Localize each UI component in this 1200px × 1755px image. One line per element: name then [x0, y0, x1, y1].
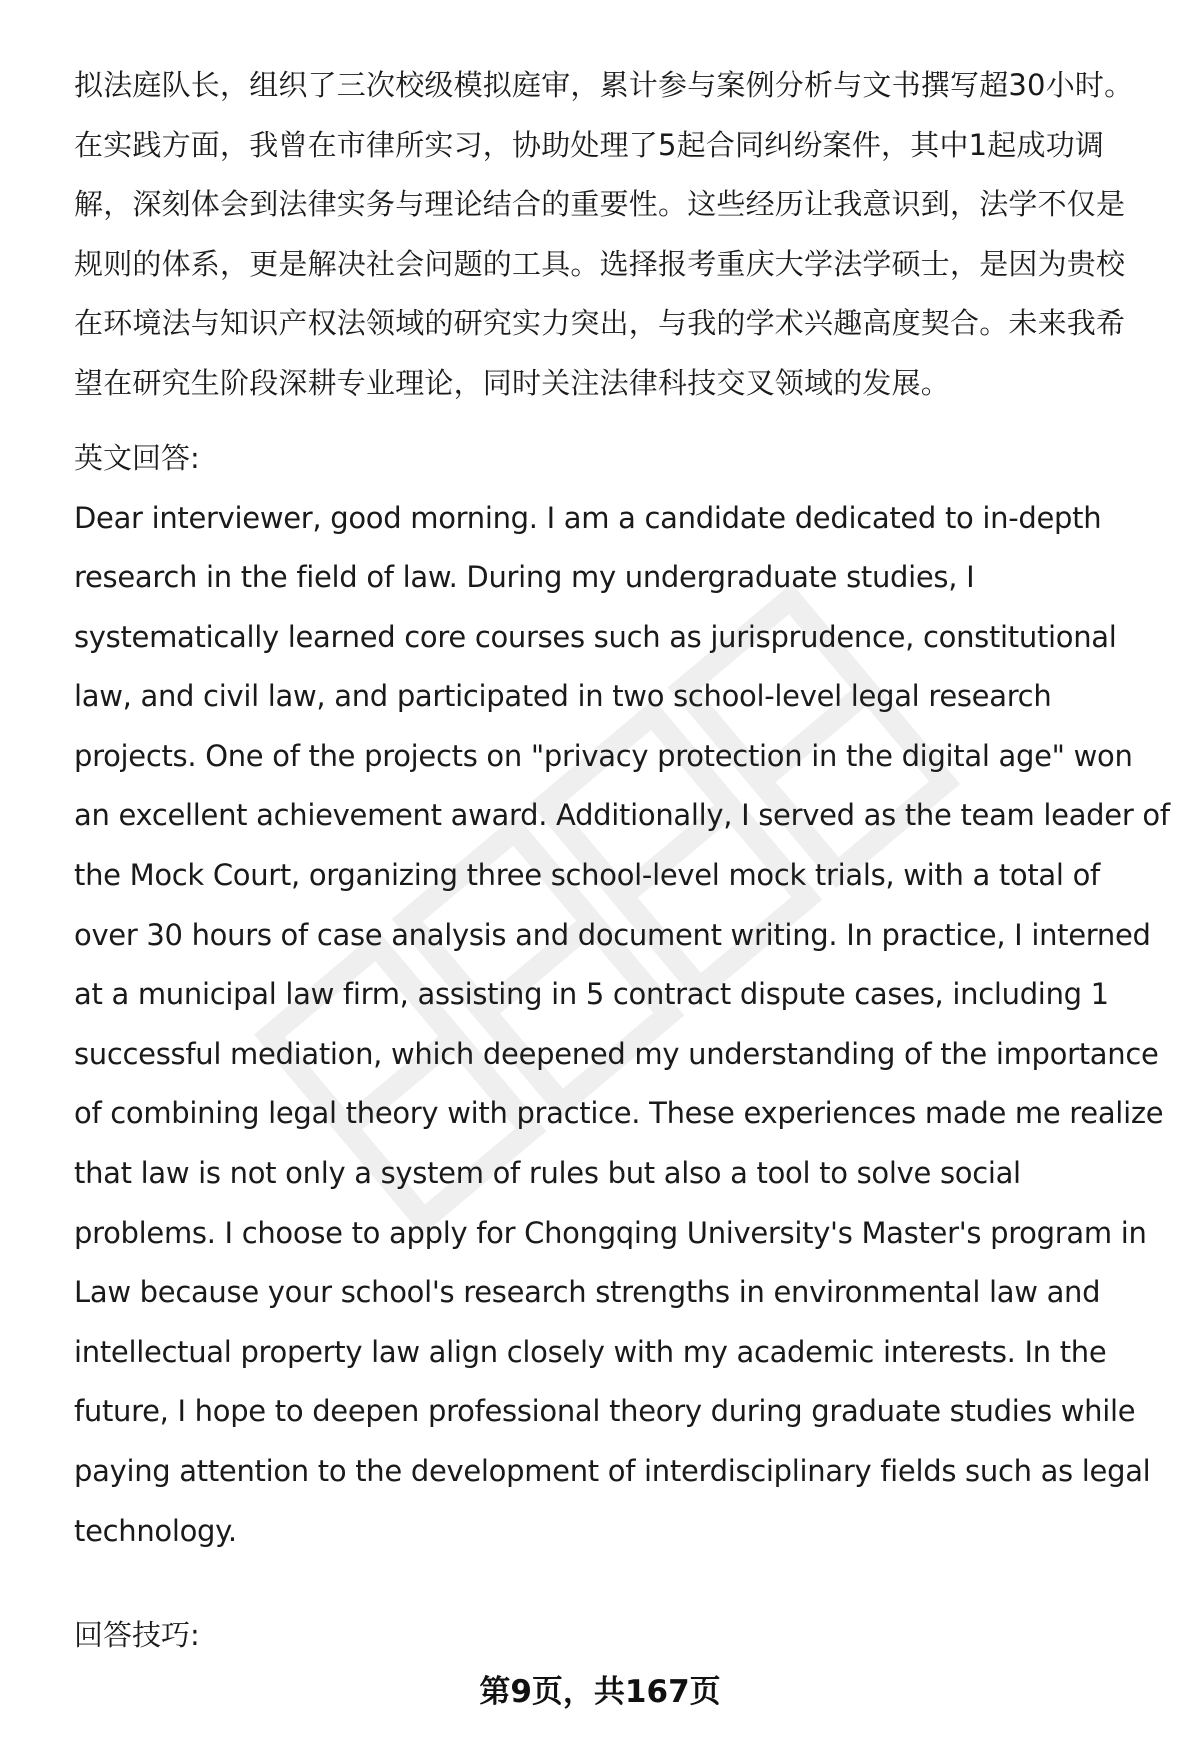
english-answer-line: research in the field of law. During my undergraduate studies, I [74, 560, 975, 595]
english-answer-line: successful mediation, which deepened my understanding of the importance [74, 1036, 1159, 1071]
chinese-answer-line: 解，深刻体会到法律实务与理论结合的重要性。这些经历让我意识到，法学不仅是 [74, 187, 1126, 221]
english-answer-line: an excellent achievement award. Additionally, I served as the team leader of [74, 798, 1170, 833]
english-answer-line: that law is not only a system of rules but also a tool to solve social [74, 1156, 1021, 1191]
english-answer-line: systematically learned core courses such as jurisprudence, constitutional [74, 619, 1117, 654]
chinese-answer-line: 望在研究生阶段深耕专业理论，同时关注法律科技交叉领域的发展。 [74, 365, 951, 400]
english-answer-line: law, and civil law, and participated in two school-level legal research [74, 679, 1052, 714]
document-page [74, 56, 1170, 1652]
english-answer-line: future, I hope to deepen professional theory during graduate studies while [74, 1394, 1136, 1429]
english-answer-line: of combining legal theory with practice. These experiences made me realize [74, 1096, 1164, 1131]
english-answer-line: technology. [74, 1513, 237, 1548]
chinese-answer-line: 规则的体系，更是解决社会问题的工具。选择报考重庆大学法学硕士，是因为贵校 [74, 246, 1126, 281]
answer-tips-label: 回答技巧: [74, 1618, 200, 1652]
chinese-answer-paragraph [74, 56, 1164, 413]
chinese-answer-line: 拟法庭队长，组织了三次校级模拟庭审，累计参与案例分析与文书撰写超30小时。 [74, 68, 1134, 102]
english-answer-paragraph [74, 489, 1170, 1562]
english-answer-line: at a municipal law firm, assisting in 5 contract dispute cases, including 1 [74, 977, 1109, 1012]
english-answer-line: paying attention to the development of interdisciplinary fields such as legal [74, 1454, 1151, 1488]
english-answer-line: the Mock Court, organizing three school-level mock trials, with a total of [74, 858, 1100, 893]
chinese-answer-line: 在环境法与知识产权法领域的研究实力突出，与我的学术兴趣高度契合。未来我希 [74, 306, 1126, 340]
page-number-footer: 第9页，共167页 [479, 1674, 721, 1710]
english-answer-line: Law because your school's research strengths in environmental law and [74, 1275, 1101, 1310]
chinese-answer-line: 在实践方面，我曾在市律所实习，协助处理了5起合同纠纷案件，其中1起成功调 [74, 127, 1105, 162]
english-answer-line: over 30 hours of case analysis and document writing. In practice, I interned [74, 917, 1151, 952]
english-answer-line: problems. I choose to apply for Chongqing University's Master's program in [74, 1215, 1147, 1250]
english-answer-line: projects. One of the projects on "privacy protection in the digital age" won [74, 738, 1133, 773]
english-answer-line: intellectual property law align closely with my academic interests. In the [74, 1334, 1107, 1369]
english-answer-line: Dear interviewer, good morning. I am a candidate dedicated to in-depth [74, 500, 1102, 535]
english-answer-label: 英文回答: [74, 441, 200, 475]
